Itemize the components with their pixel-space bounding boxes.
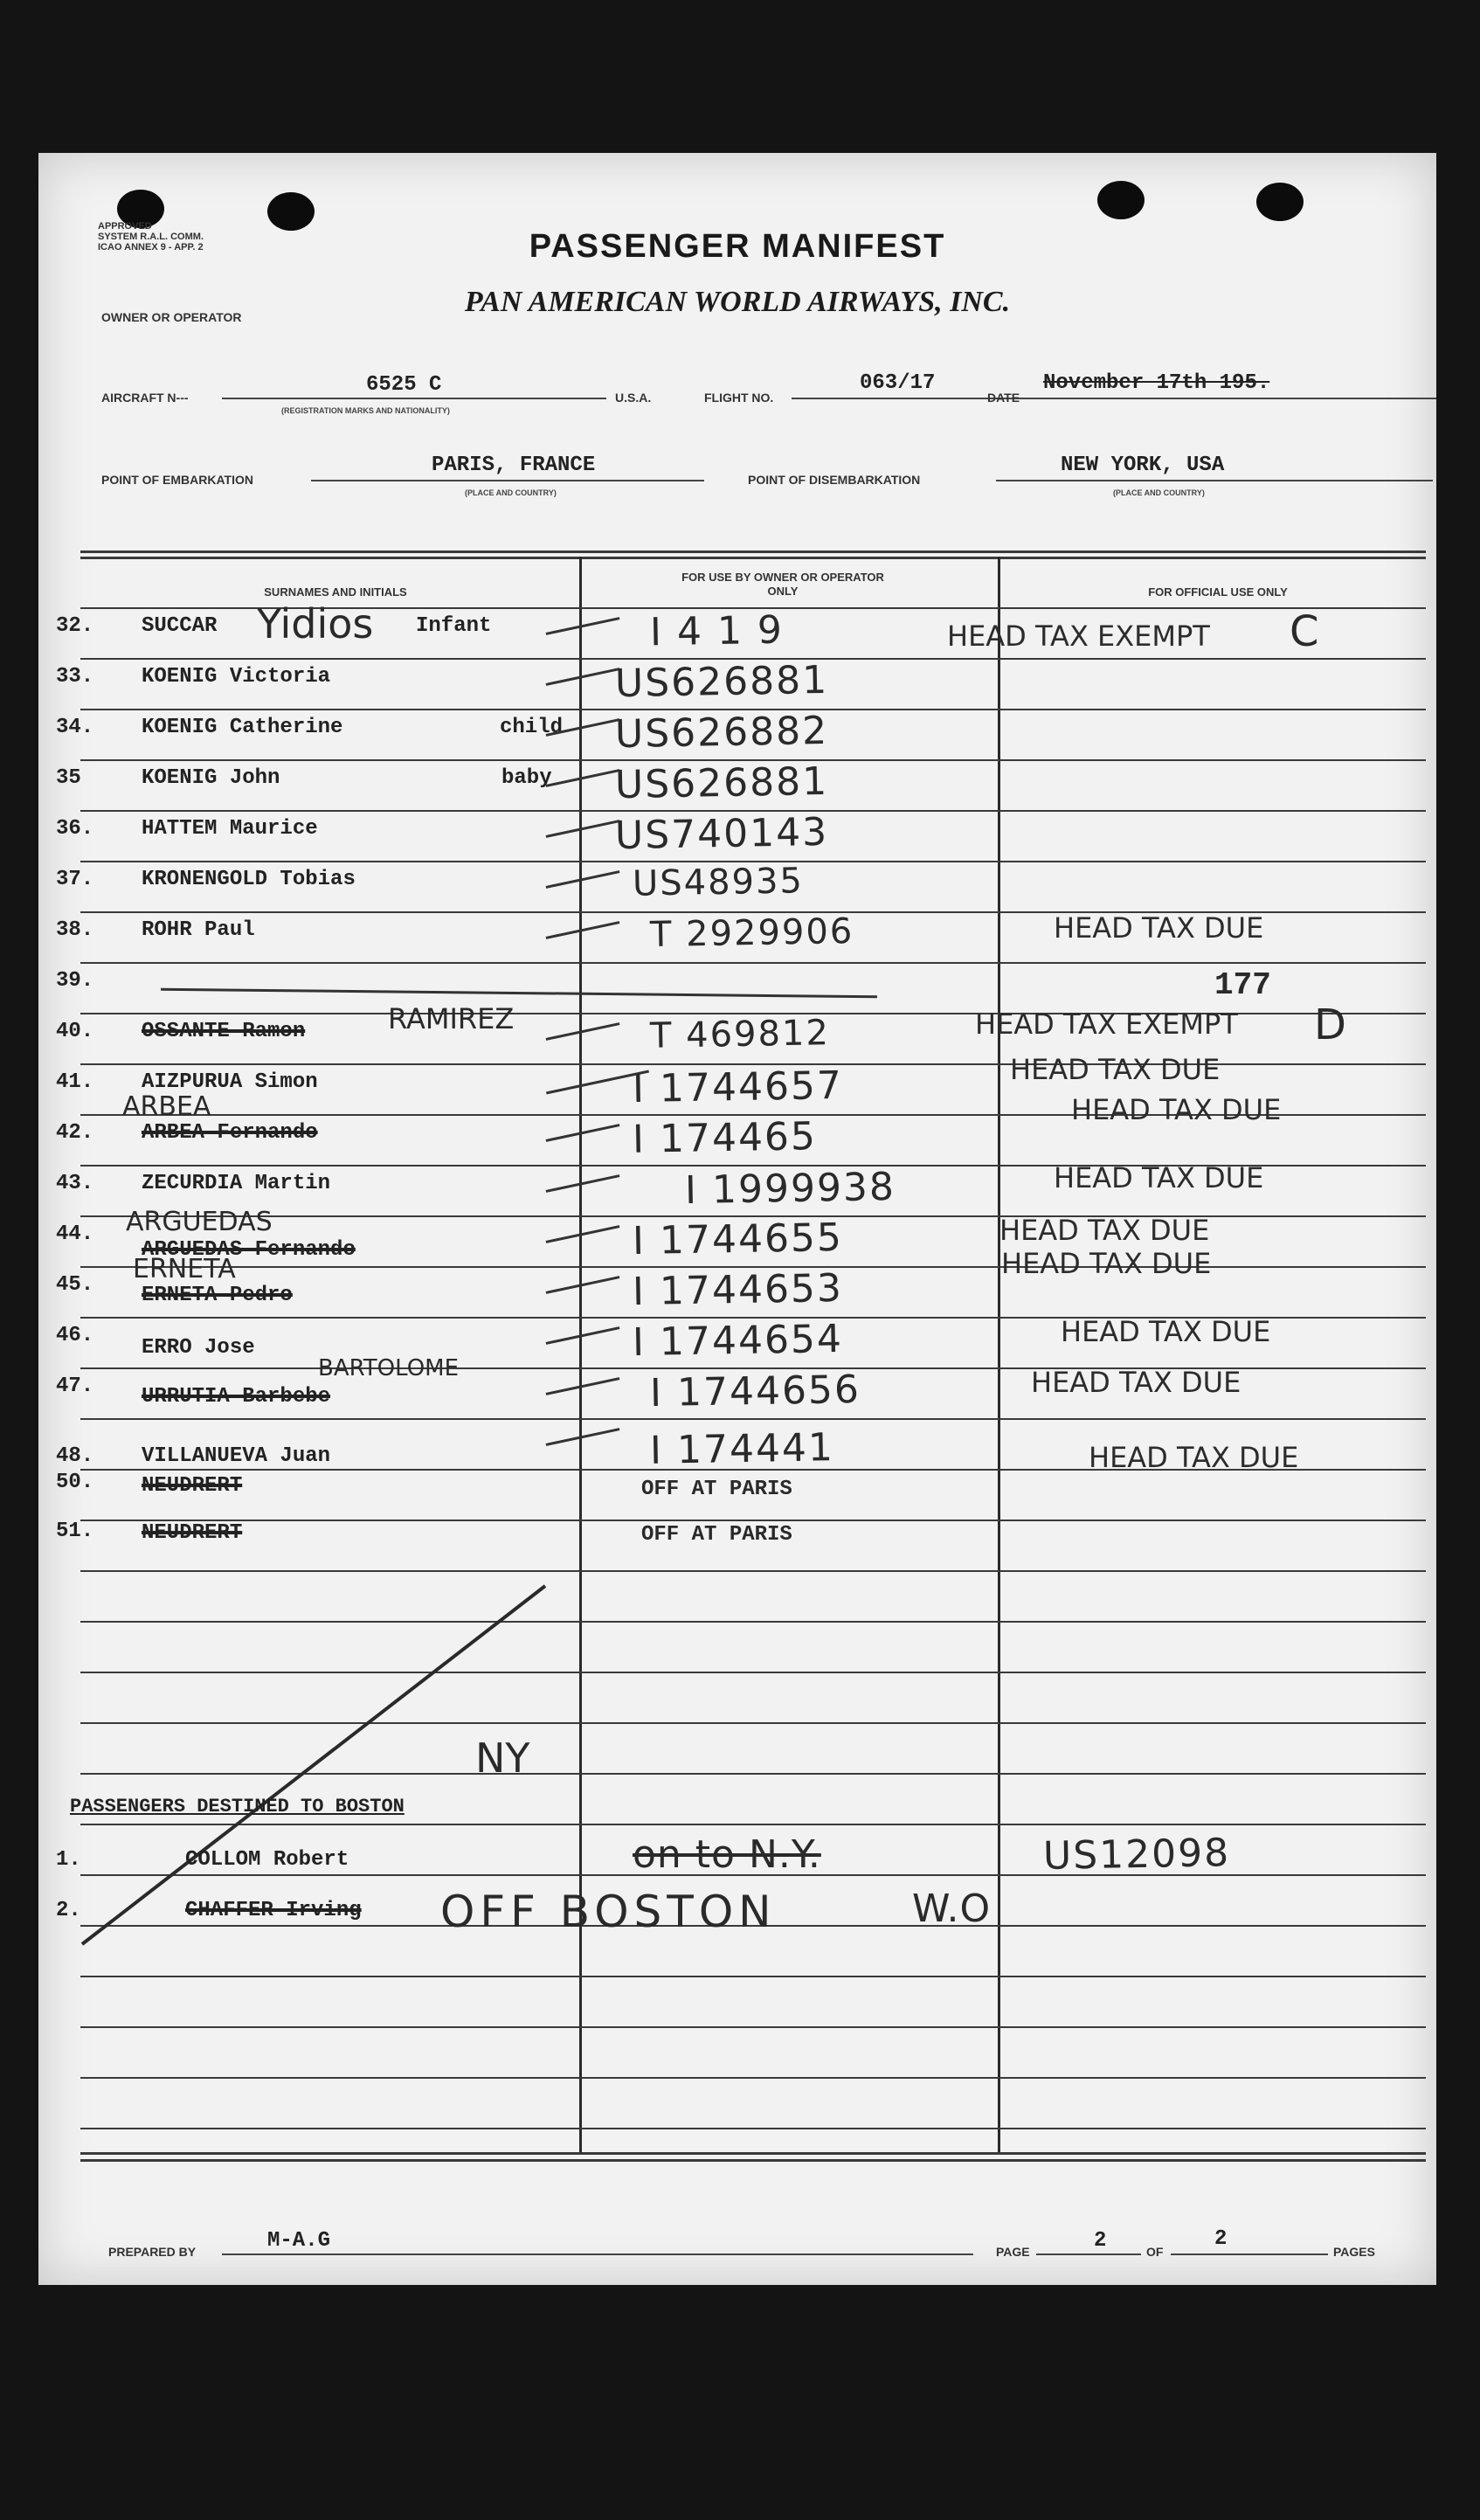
official-status: HEAD TAX DUE xyxy=(1061,1315,1271,1348)
official-status: HEAD TAX DUE xyxy=(1001,1247,1212,1280)
passenger-name: VILLANUEVA Juan xyxy=(142,1444,331,1468)
flight-label: FLIGHT NO. xyxy=(704,391,774,405)
document-number: I 1744657 xyxy=(632,1063,844,1112)
row-number: 32. xyxy=(56,614,94,638)
passenger-name: NEUDRERT xyxy=(142,1474,243,1498)
aircraft-value: 6525 C xyxy=(366,373,442,397)
passenger-note: baby xyxy=(501,766,552,790)
table-row xyxy=(38,962,1436,1013)
table-row xyxy=(38,1355,1436,1418)
row-rule xyxy=(80,2077,1426,2079)
check-stroke xyxy=(546,1022,620,1041)
passenger-name: ARBEA Fernando xyxy=(142,1121,318,1145)
handwritten-name: RAMIREZ xyxy=(388,1002,515,1035)
passenger-name: CHAFFER Irving xyxy=(185,1899,362,1922)
row-number: 42. xyxy=(56,1121,94,1145)
row-number: 36. xyxy=(56,817,94,841)
row-number: 48. xyxy=(56,1444,94,1468)
handwritten-name: Yidios xyxy=(257,600,374,647)
row-number: 46. xyxy=(56,1324,94,1347)
check-stroke xyxy=(546,617,620,635)
row-number: 33. xyxy=(56,665,94,689)
aircraft-sublabel: (REGISTRATION MARKS AND NATIONALITY) xyxy=(281,406,450,415)
table-row xyxy=(38,1317,1436,1367)
off-note: OFF AT PARIS xyxy=(641,1523,792,1547)
embarkation-value: PARIS, FRANCE xyxy=(432,453,596,477)
page-title: PASSENGER MANIFEST xyxy=(529,228,946,265)
owner-label: OWNER OR OPERATOR xyxy=(101,310,242,324)
stamp-line: SYSTEM R.A.L. COMM. xyxy=(98,232,204,242)
document-number: US626881 xyxy=(614,758,829,808)
row-number: 43. xyxy=(56,1172,94,1195)
disembarkation-underline xyxy=(996,480,1433,481)
passenger-name: ZECURDIA Martin xyxy=(142,1172,331,1195)
row-number: 51. xyxy=(56,1520,94,1543)
handwritten-note-extra: W.O xyxy=(912,1887,992,1931)
official-mark: D xyxy=(1314,1000,1346,1049)
table-row xyxy=(38,861,1436,911)
row-number: 2. xyxy=(56,1899,81,1922)
passenger-name: ARGUEDAS Fernando xyxy=(142,1238,356,1262)
row-number: 1. xyxy=(56,1848,81,1872)
document-number: T 469812 xyxy=(649,1013,831,1056)
handwritten-name: ARBEA xyxy=(122,1091,211,1122)
document-number: US626882 xyxy=(614,708,829,758)
of-value: 2 xyxy=(1214,2227,1228,2251)
document-number: I 1744654 xyxy=(632,1316,844,1366)
date-label: DATE xyxy=(987,391,1020,405)
table-row xyxy=(38,759,1436,810)
check-stroke xyxy=(546,1428,620,1446)
table-row xyxy=(38,600,1436,658)
official-status: HEAD TAX DUE xyxy=(1054,911,1264,945)
check-stroke xyxy=(546,668,620,686)
document-number: US48935 xyxy=(632,861,805,904)
row-number: 37. xyxy=(56,868,94,891)
row-number: 38. xyxy=(56,918,94,942)
prepared-label: PREPARED BY xyxy=(108,2245,197,2259)
table-row xyxy=(38,709,1436,759)
passenger-name: NEUDRERT xyxy=(142,1521,243,1545)
document-number: I 174465 xyxy=(632,1114,818,1162)
stamp-line: ICAO ANNEX 9 - APP. 2 xyxy=(98,242,204,253)
table-row xyxy=(38,1091,1436,1165)
row-number: 35 xyxy=(56,766,81,790)
table-row xyxy=(38,658,1436,709)
official-status: HEAD TAX DUE xyxy=(999,1214,1210,1247)
passenger-name: ERRO Jose xyxy=(142,1336,255,1360)
official-mark: C xyxy=(1290,607,1319,656)
document-number: I 1744653 xyxy=(632,1265,844,1315)
passenger-name: URRUTIA Barbebe xyxy=(142,1385,331,1409)
handwritten-name: ARGUEDAS xyxy=(126,1207,273,1237)
page-underline xyxy=(1036,2253,1141,2255)
date-value: November 17th 195. xyxy=(1043,371,1270,395)
official-status: HEAD TAX DUE xyxy=(1071,1093,1282,1126)
document-number: I 1999938 xyxy=(684,1164,896,1214)
passenger-name: OSSANTE Ramon xyxy=(142,1020,306,1043)
page-value: 2 xyxy=(1094,2229,1107,2253)
row-number: 44. xyxy=(56,1222,94,1246)
row-number: 40. xyxy=(56,1020,94,1043)
check-stroke xyxy=(546,1326,620,1345)
passenger-name: KOENIG Victoria xyxy=(142,665,331,689)
passenger-name: AIZPURUA Simon xyxy=(142,1070,318,1094)
row-number: 47. xyxy=(56,1374,94,1398)
date-underline xyxy=(1026,398,1436,399)
row-rule xyxy=(80,2026,1426,2028)
table-row xyxy=(38,1887,1436,1942)
passenger-name: KOENIG Catherine xyxy=(142,716,343,739)
table-bottom-border xyxy=(80,2152,1426,2155)
check-stroke xyxy=(161,988,877,999)
document-number: T 2929906 xyxy=(649,910,854,956)
passenger-name: COLLOM Robert xyxy=(185,1848,349,1872)
document-number: US626881 xyxy=(614,657,829,707)
row-number: 41. xyxy=(56,1070,94,1094)
table-row xyxy=(38,810,1436,861)
column-header-official: FOR OFFICIAL USE ONLY xyxy=(1148,585,1288,599)
document-number: US740143 xyxy=(614,809,829,859)
embarkation-sublabel: (PLACE AND COUNTRY) xyxy=(465,488,557,497)
handwritten-name: BARTOLOME xyxy=(318,1355,460,1381)
row-number: 45. xyxy=(56,1273,94,1297)
check-stroke xyxy=(546,1225,620,1243)
passenger-name: ERNETA Pedro xyxy=(142,1284,293,1307)
check-stroke xyxy=(546,921,620,939)
company-name: PAN AMERICAN WORLD AIRWAYS, INC. xyxy=(464,286,1011,318)
document-number: I 1744655 xyxy=(632,1215,844,1264)
official-status: HEAD TAX DUE xyxy=(1089,1441,1299,1474)
handwritten-name: ERNETA xyxy=(133,1254,236,1284)
table-row xyxy=(38,1469,1436,1520)
table-row xyxy=(38,1000,1436,1063)
embarkation-underline xyxy=(311,480,704,481)
table-row xyxy=(38,911,1436,962)
document-number: I 1744656 xyxy=(649,1367,861,1416)
passenger-note: child xyxy=(500,716,564,739)
passenger-name: SUCCAR xyxy=(142,614,218,638)
official-status: HEAD TAX EXEMPT xyxy=(975,1007,1238,1041)
table-bottom-border xyxy=(80,2159,1426,2162)
document-number: US12098 xyxy=(1042,1831,1231,1879)
off-note: OFF AT PARIS xyxy=(641,1478,792,1501)
check-stroke xyxy=(546,870,620,889)
embarkation-label: POINT OF EMBARKATION xyxy=(101,473,253,487)
column-header-owner: FOR USE BY OWNER OR OPERATOR ONLY xyxy=(681,571,884,598)
document-number: I 174441 xyxy=(649,1425,835,1473)
check-stroke xyxy=(546,1276,620,1294)
handwritten-note: on to N.Y. xyxy=(633,1832,821,1877)
official-mark: 177 xyxy=(1214,967,1271,1003)
row-number: 50. xyxy=(56,1471,94,1494)
punch-hole xyxy=(1256,183,1304,221)
check-stroke xyxy=(546,1377,620,1395)
row-number: 34. xyxy=(56,716,94,739)
handwritten-note: OFF BOSTON xyxy=(440,1887,777,1937)
of-underline xyxy=(1171,2253,1328,2255)
table-row xyxy=(38,1831,1436,1892)
document-number: I 4 1 9 xyxy=(649,607,785,655)
official-status: HEAD TAX EXEMPT xyxy=(947,620,1210,653)
disembarkation-value: NEW YORK, USA xyxy=(1061,453,1225,477)
check-stroke xyxy=(546,769,620,787)
passenger-name: HATTEM Maurice xyxy=(142,817,318,841)
pages-label: PAGES xyxy=(1333,2245,1375,2259)
disembarkation-sublabel: (PLACE AND COUNTRY) xyxy=(1113,488,1205,497)
official-status: HEAD TAX DUE xyxy=(1010,1053,1221,1086)
check-stroke xyxy=(546,1174,620,1193)
disembarkation-label: POINT OF DISEMBARKATION xyxy=(748,473,921,487)
row-number: 39. xyxy=(56,969,94,993)
table-top-border xyxy=(80,557,1426,559)
stamp-line: APPROVED xyxy=(98,221,152,232)
passenger-note: Infant xyxy=(416,614,492,638)
manifest-sheet xyxy=(38,153,1436,2285)
passenger-name: KRONENGOLD Tobias xyxy=(142,868,356,891)
prepared-underline xyxy=(222,2253,973,2255)
aircraft-label: AIRCRAFT N--- xyxy=(101,391,189,405)
check-stroke xyxy=(546,820,620,838)
punch-hole xyxy=(267,192,315,231)
nationality: U.S.A. xyxy=(615,391,652,405)
of-label: OF xyxy=(1146,2245,1164,2259)
flight-value: 063/17 xyxy=(860,371,936,395)
passenger-name: KOENIG John xyxy=(142,766,280,790)
table-top-border xyxy=(80,550,1426,553)
prepared-value: M-A.G xyxy=(267,2229,331,2253)
table-row xyxy=(38,1418,1436,1474)
check-stroke xyxy=(546,1124,620,1142)
official-status: HEAD TAX DUE xyxy=(1054,1161,1264,1194)
aircraft-underline xyxy=(222,398,606,399)
handwritten-correction: NY xyxy=(475,1734,530,1782)
official-status: HEAD TAX DUE xyxy=(1031,1366,1241,1399)
punch-hole xyxy=(1097,181,1145,219)
table-row xyxy=(38,1207,1436,1266)
column-header-names: SURNAMES AND INITIALS xyxy=(264,585,407,599)
passenger-name: ROHR Paul xyxy=(142,918,255,942)
page-label: PAGE xyxy=(996,2245,1030,2259)
row-rule xyxy=(80,2128,1426,2129)
table-row xyxy=(38,1520,1436,1570)
row-rule xyxy=(80,1976,1426,1977)
section-heading: PASSENGERS DESTINED TO BOSTON xyxy=(70,1796,405,1817)
